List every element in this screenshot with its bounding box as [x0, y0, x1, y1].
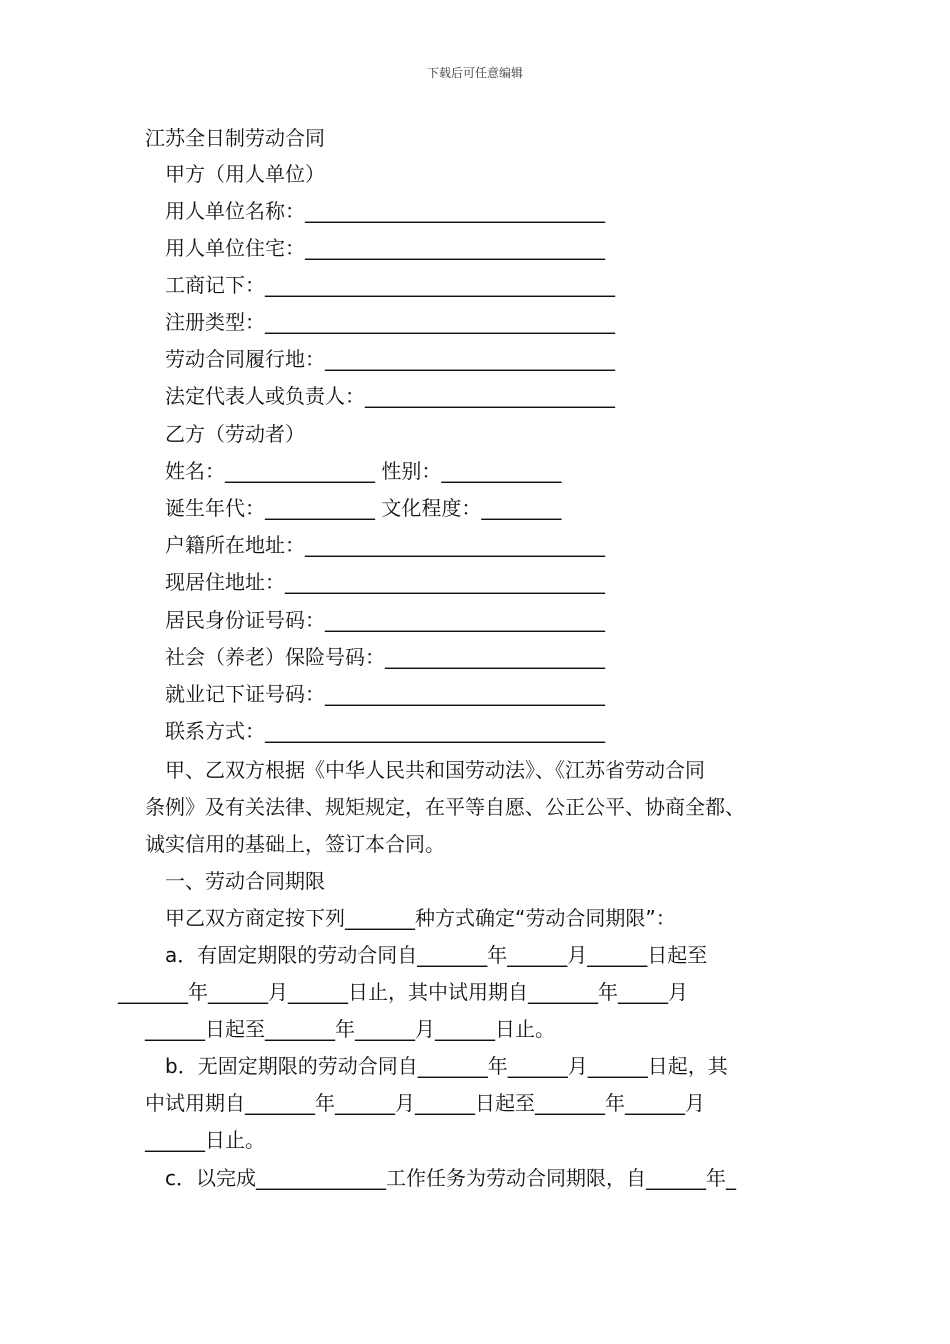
name-gender-line: 姓名：_______________ 性别：____________: [165, 459, 562, 483]
employer-name-line: 用人单位名称：______________________________: [165, 199, 605, 223]
term-method-line: 甲乙双方商定按下列_______种方式确定“劳动合同期限”：: [165, 906, 676, 930]
employer-address-line: 用人单位住宅：______________________________: [165, 236, 605, 260]
preamble-line-1: 甲、乙双方根据《中华人民共和国劳动法》、《江苏省劳动合同: [165, 758, 705, 782]
employment-certificate-line: 就业记下证号码：____________________________: [165, 682, 605, 706]
legal-representative-line: 法定代表人或负责人：_________________________: [165, 384, 615, 408]
current-address-line: 现居住地址：________________________________: [165, 570, 605, 594]
contract-location-line: 劳动合同履行地：_____________________________: [165, 347, 615, 371]
option-a-line-2: _______年______月______日止，其中试用期自_______年_____月: [118, 980, 688, 1004]
preamble-line-2: 条例》及有关法律、规矩规定，在平等自愿、公正公平、协商全都、: [145, 795, 745, 819]
option-b-line-1: b．无固定期限的劳动合同自_______年______月______日起，其: [165, 1054, 728, 1078]
document-title: 江苏全日制劳动合同: [145, 126, 325, 150]
social-insurance-line: 社会（养老）保险号码：______________________: [165, 645, 605, 669]
option-c-line-1: c．以完成_____________工作任务为劳动合同期限，自______年_: [165, 1166, 736, 1190]
party-a-heading: 甲方（用人单位）: [165, 162, 325, 186]
contact-line: 联系方式：__________________________________: [165, 719, 605, 743]
option-a-line-3: ______日起至_______年______月______日止。: [145, 1017, 555, 1041]
birth-education-line: 诞生年代：___________ 文化程度：________: [165, 496, 562, 520]
option-a-line-1: a．有固定期限的劳动合同自_______年______月______日起至: [165, 943, 708, 967]
option-b-line-3: ______日止。: [145, 1128, 265, 1152]
header-note: 下载后可任意编辑: [426, 66, 523, 80]
household-address-line: 户籍所在地址：______________________________: [165, 533, 605, 557]
id-number-line: 居民身份证号码：____________________________: [165, 608, 605, 632]
section-1-heading: 一、劳动合同期限: [165, 869, 325, 893]
party-b-heading: 乙方（劳动者）: [165, 422, 305, 446]
option-b-line-2: 中试用期自_______年______月______日起至_______年______月: [145, 1091, 705, 1115]
registration-type-line: 注册类型：___________________________________: [165, 310, 615, 334]
preamble-line-3: 诚实信用的基础上，签订本合同。: [145, 832, 445, 856]
business-registration-line: 工商记下：___________________________________: [165, 273, 615, 297]
